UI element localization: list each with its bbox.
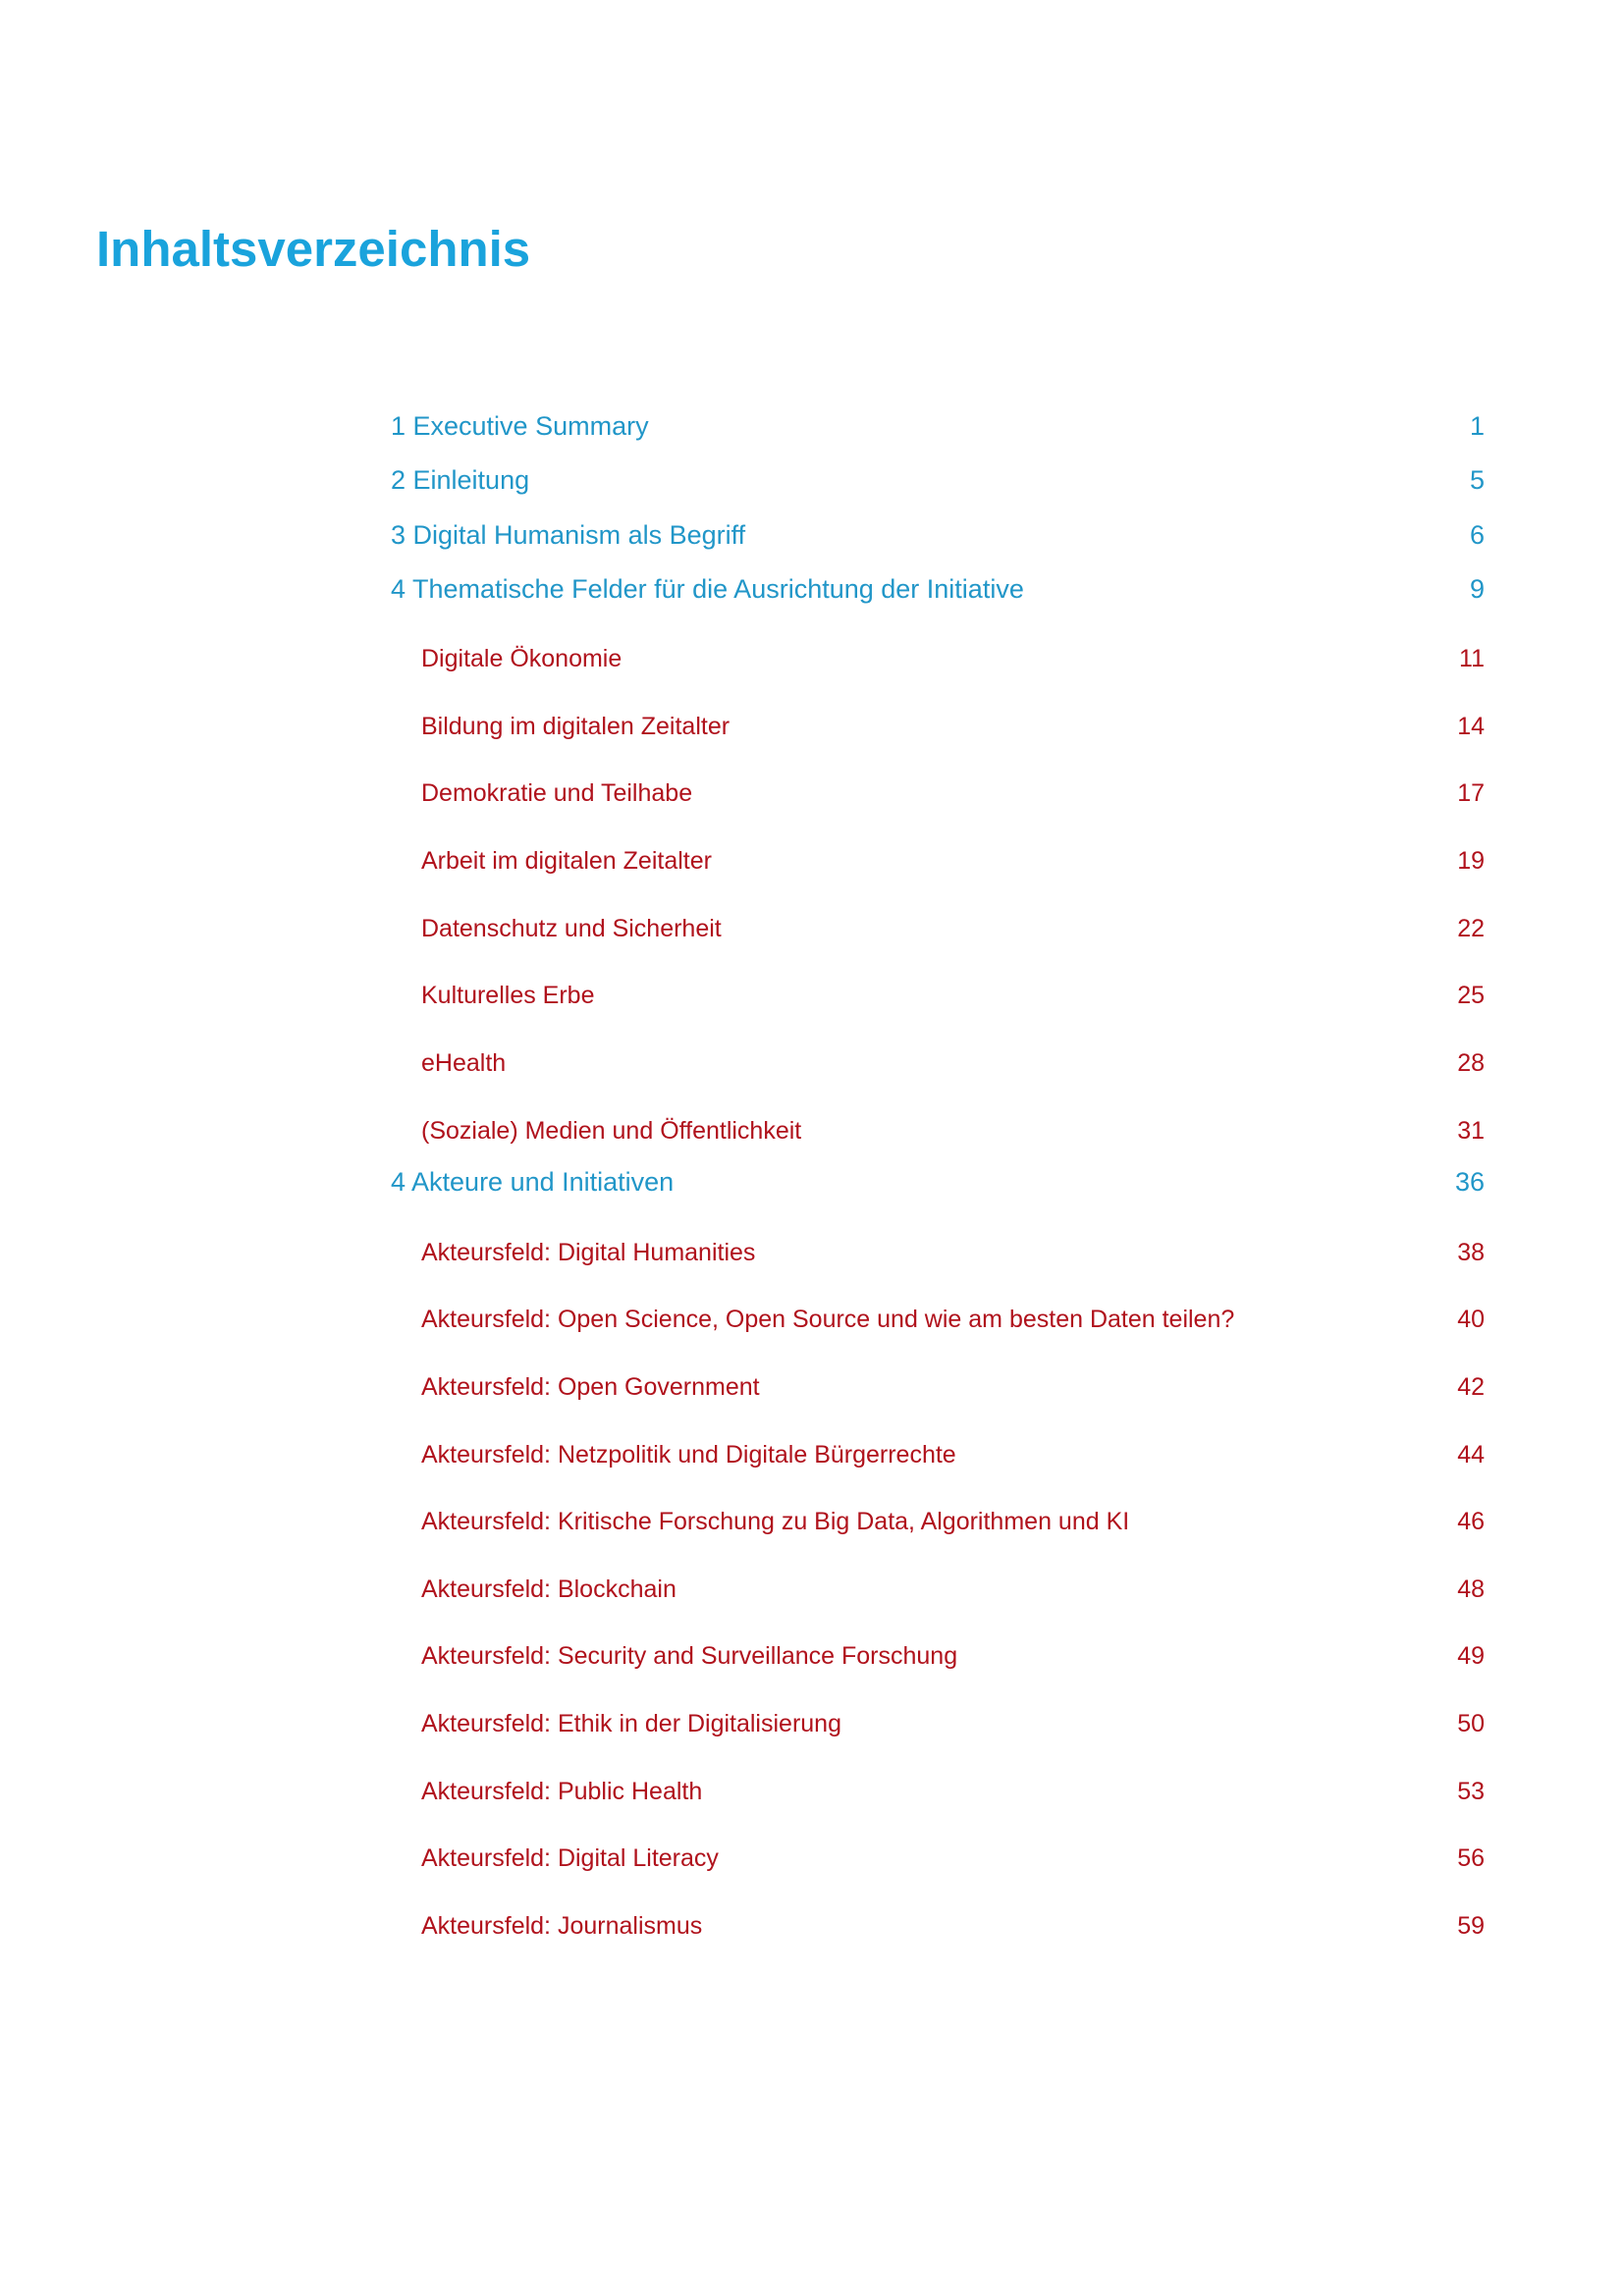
toc-entry[interactable]: [391, 1844, 1485, 1873]
toc-entry-page: 22: [1457, 915, 1485, 942]
toc-entry[interactable]: [391, 574, 1485, 605]
toc-entry-page: 5: [1469, 465, 1485, 495]
toc-entry[interactable]: [391, 779, 1485, 808]
toc-entry-label: Akteursfeld: Security and Surveillance Forschung: [421, 1642, 958, 1670]
toc-entry-label: Akteursfeld: Digital Humanities: [421, 1239, 756, 1266]
toc-entry[interactable]: [391, 1441, 1485, 1469]
toc-entry-label: Akteursfeld: Journalismus: [421, 1912, 703, 1940]
toc-entry-label: Akteursfeld: Blockchain: [421, 1575, 677, 1603]
toc-entry-page: 59: [1457, 1912, 1485, 1940]
toc-entry[interactable]: [391, 847, 1485, 876]
toc-entry-label: 3 Digital Humanism als Begriff: [391, 520, 746, 550]
toc-entry-label: Bildung im digitalen Zeitalter: [421, 713, 731, 740]
toc-entry-label: (Soziale) Medien und Öffentlichkeit: [421, 1117, 802, 1145]
toc-entry[interactable]: [391, 465, 1485, 496]
toc-entry-page: 44: [1457, 1441, 1485, 1468]
toc-entry[interactable]: [391, 1049, 1485, 1078]
page-title: Inhaltsverzeichnis: [96, 221, 531, 277]
toc-entry-page: 38: [1457, 1239, 1485, 1266]
toc-entry-page: 19: [1457, 847, 1485, 875]
toc-entry-page: 9: [1469, 574, 1485, 604]
toc-entry-page: 28: [1457, 1049, 1485, 1077]
toc-entry[interactable]: [391, 1117, 1485, 1146]
toc-entry-label: 1 Executive Summary: [391, 411, 649, 441]
toc-entry-page: 36: [1454, 1167, 1485, 1197]
toc-entry-label: Datenschutz und Sicherheit: [421, 915, 722, 942]
toc-entry[interactable]: [391, 1239, 1485, 1267]
toc-entry[interactable]: [391, 1167, 1485, 1198]
toc-entry-page: 14: [1457, 713, 1485, 740]
toc-entry[interactable]: [391, 1778, 1485, 1806]
toc-entry-label: 4 Thematische Felder für die Ausrichtung der Initiative: [391, 574, 1024, 604]
toc-entry-page: 56: [1457, 1844, 1485, 1872]
toc-entry-page: 42: [1457, 1373, 1485, 1401]
toc-entry-label: Digitale Ökonomie: [421, 645, 623, 672]
toc-entry-page: 25: [1457, 982, 1485, 1009]
toc-entry[interactable]: [391, 411, 1485, 442]
toc-entry-page: 17: [1457, 779, 1485, 807]
toc-entry-label: Kulturelles Erbe: [421, 982, 595, 1009]
toc-entry[interactable]: [391, 1912, 1485, 1941]
toc-entry-page: 11: [1459, 645, 1485, 672]
toc-entry-page: 50: [1457, 1710, 1485, 1737]
toc-entry-label: Akteursfeld: Ethik in der Digitalisierung: [421, 1710, 841, 1737]
toc-entry-label: 2 Einleitung: [391, 465, 530, 495]
toc-entry-page: 31: [1457, 1117, 1485, 1145]
toc-entry-label: 4 Akteure und Initiativen: [391, 1167, 675, 1197]
toc-entry-page: 1: [1469, 411, 1485, 441]
toc-entry-page: 40: [1457, 1306, 1485, 1333]
toc-entry-label: Demokratie und Teilhabe: [421, 779, 693, 807]
toc-entry-page: 6: [1469, 520, 1485, 550]
toc-entry-label: Akteursfeld: Public Health: [421, 1778, 703, 1805]
toc-entry-label: Akteursfeld: Open Science, Open Source und wie am besten Daten teilen?: [421, 1306, 1235, 1333]
toc-entry-page: 49: [1457, 1642, 1485, 1670]
toc-entry[interactable]: [391, 1575, 1485, 1604]
toc-entry-label: Akteursfeld: Netzpolitik und Digitale Bürgerrechte: [421, 1441, 956, 1468]
toc-entry-label: Akteursfeld: Kritische Forschung zu Big Data, Algorithmen und KI: [421, 1508, 1130, 1535]
toc-entry[interactable]: [391, 645, 1485, 673]
toc-entry[interactable]: [391, 713, 1485, 741]
toc-entry-page: 48: [1457, 1575, 1485, 1603]
toc-entry[interactable]: [391, 1373, 1485, 1402]
toc-entry-label: Akteursfeld: Digital Literacy: [421, 1844, 719, 1872]
toc-entry[interactable]: [391, 915, 1485, 943]
toc-entry[interactable]: [391, 1306, 1485, 1334]
toc-entry[interactable]: [391, 982, 1485, 1010]
toc-entry[interactable]: [391, 1642, 1485, 1671]
toc-entry-label: eHealth: [421, 1049, 507, 1077]
toc-entry-label: Akteursfeld: Open Government: [421, 1373, 760, 1401]
toc-entry[interactable]: [391, 520, 1485, 551]
toc-entry[interactable]: [391, 1508, 1485, 1536]
toc-entry-label: Arbeit im digitalen Zeitalter: [421, 847, 712, 875]
toc-entry[interactable]: [391, 1710, 1485, 1738]
toc-entry-page: 46: [1457, 1508, 1485, 1535]
toc-entry-page: 53: [1457, 1778, 1485, 1805]
